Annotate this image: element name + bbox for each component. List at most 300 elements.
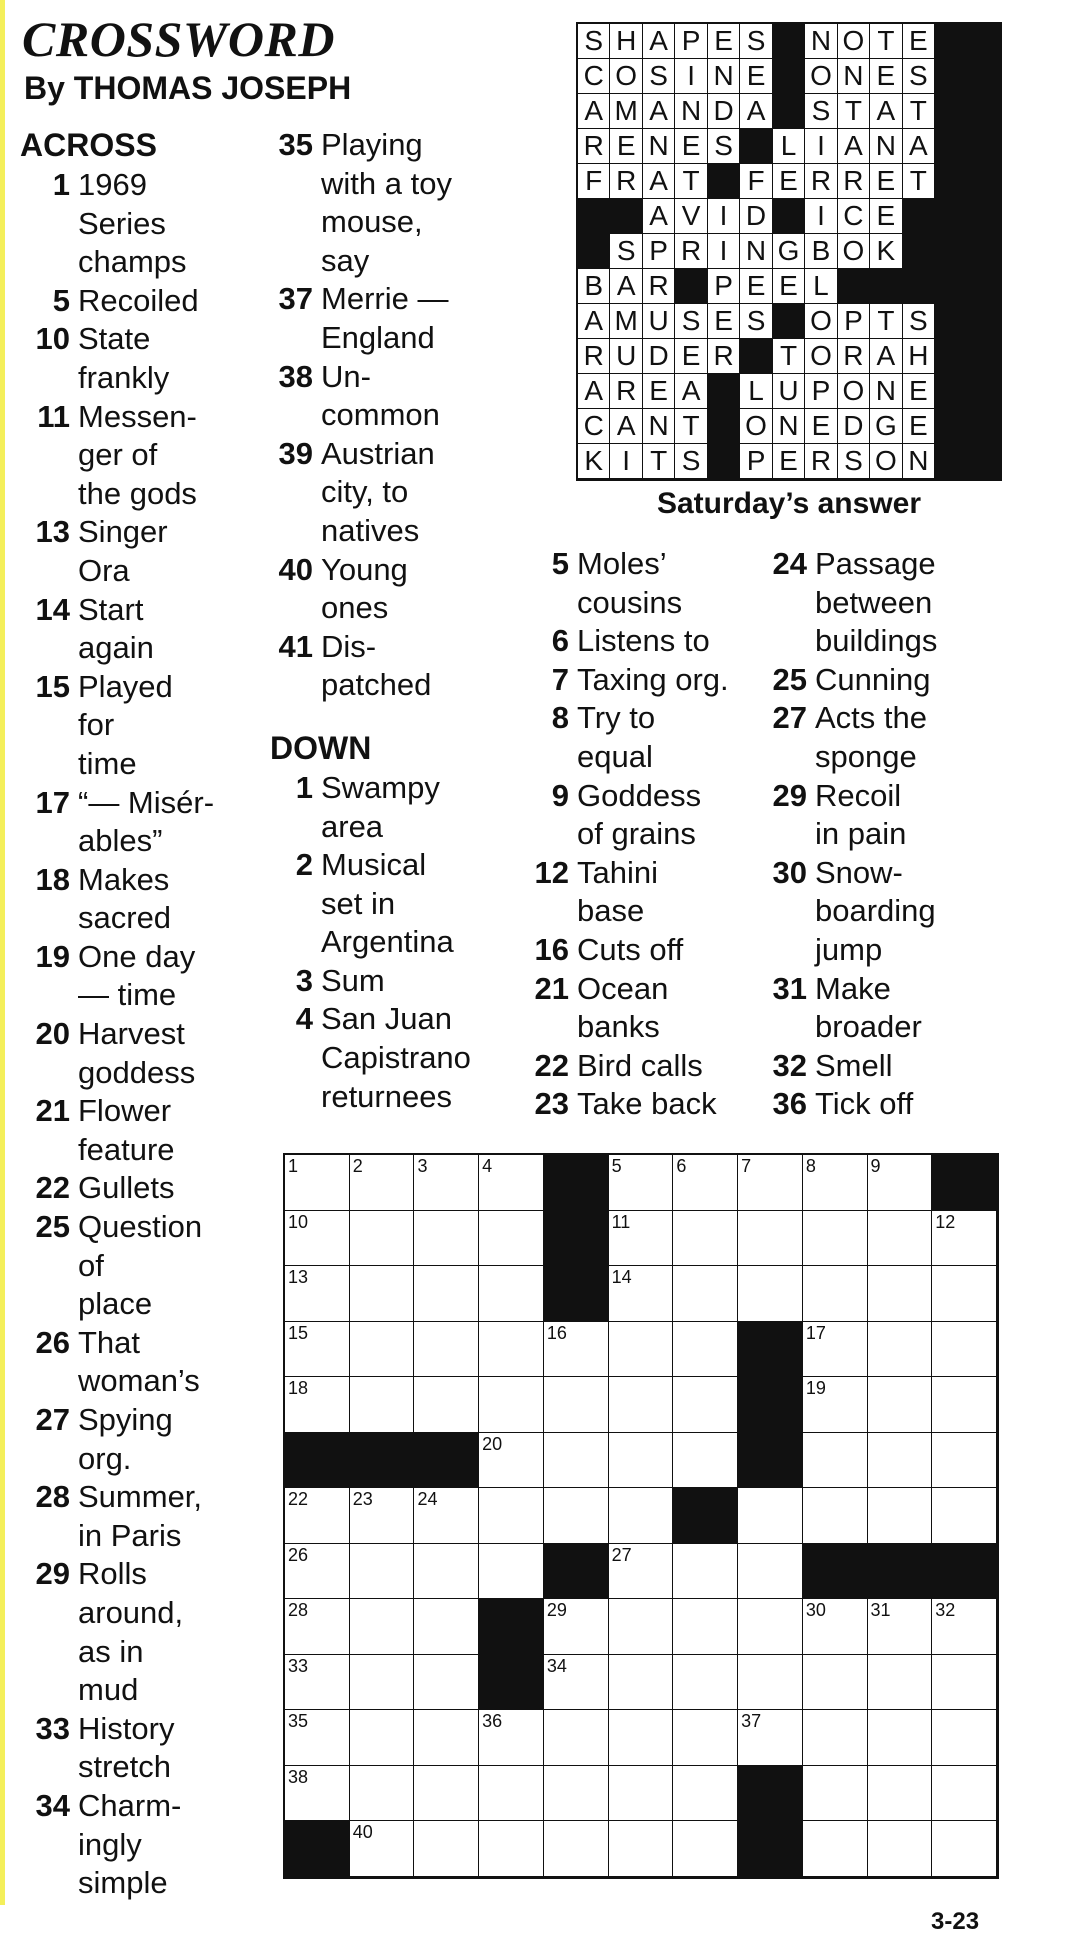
grid-cell[interactable] xyxy=(673,1655,738,1711)
answer-cell: O xyxy=(610,59,642,94)
clue-number: 25 xyxy=(772,661,807,697)
clue-text: Gullets xyxy=(78,1170,175,1206)
grid-cell[interactable] xyxy=(609,1599,674,1655)
grid-cell[interactable] xyxy=(932,1377,997,1433)
answer-block xyxy=(773,199,805,234)
clue-down-col2-9 xyxy=(525,777,767,854)
cell-number: 3 xyxy=(417,1156,428,1176)
grid-cell[interactable] xyxy=(350,1322,415,1378)
grid-cell[interactable] xyxy=(285,1710,350,1766)
date-code: 3-23 xyxy=(931,1908,980,1935)
grid-block xyxy=(803,1544,868,1600)
clue-text: Ocean banks xyxy=(577,970,669,1045)
clue-down-col2-12 xyxy=(525,854,767,931)
grid-cell[interactable] xyxy=(285,1377,350,1433)
grid-cell[interactable] xyxy=(350,1599,415,1655)
answer-cell: I xyxy=(708,199,740,234)
grid-cell[interactable] xyxy=(868,1710,933,1766)
clue-number: 23 xyxy=(534,1086,569,1122)
cell-number: 18 xyxy=(288,1378,309,1399)
answer-cell: P xyxy=(708,269,740,304)
clue-across-col1-10 xyxy=(20,320,268,397)
cell-number: 9 xyxy=(870,1156,881,1176)
clue-text: Make broader xyxy=(815,970,922,1045)
grid-cell[interactable] xyxy=(479,1322,544,1378)
cell-number: 15 xyxy=(288,1322,309,1343)
clue-text: Recoiled xyxy=(78,282,199,318)
grid-cell[interactable] xyxy=(609,1821,674,1877)
down-column-2 xyxy=(525,545,767,1124)
answer-block xyxy=(935,129,967,164)
clue-text: Summer, in Paris xyxy=(78,1479,203,1553)
clue-number: 18 xyxy=(35,861,70,897)
clue-text: Musical set in Argentina xyxy=(321,847,454,960)
grid-cell[interactable] xyxy=(803,1710,868,1766)
answer-block xyxy=(708,164,740,199)
clue-number: 27 xyxy=(772,700,807,736)
answer-cell: R xyxy=(578,339,610,374)
clue-text: Tick off xyxy=(815,1086,914,1122)
clue-number: 38 xyxy=(278,358,313,394)
answer-cell: I xyxy=(805,199,837,234)
grid-cell[interactable] xyxy=(673,1544,738,1600)
grid-cell[interactable] xyxy=(868,1766,933,1822)
grid-cell[interactable] xyxy=(285,1266,350,1322)
clue-text: That woman’s xyxy=(78,1324,200,1399)
grid-cell[interactable] xyxy=(479,1211,544,1267)
answer-cell: N xyxy=(805,24,837,59)
grid-cell[interactable] xyxy=(285,1599,350,1655)
grid-cell[interactable] xyxy=(414,1655,479,1711)
clue-text: Swampy area xyxy=(321,769,440,844)
answer-block xyxy=(740,339,772,374)
clue-text: Playing with a toy mouse, say xyxy=(321,127,452,278)
clue-down-col3-27 xyxy=(763,699,975,776)
clue-down-col2-5 xyxy=(525,545,767,622)
grid-cell[interactable] xyxy=(803,1599,868,1655)
answer-cell: A xyxy=(870,339,902,374)
grid-cell[interactable] xyxy=(738,1155,803,1211)
grid-cell[interactable] xyxy=(350,1710,415,1766)
answer-cell: E xyxy=(675,129,707,164)
answer-cell: H xyxy=(610,24,642,59)
grid-cell[interactable] xyxy=(803,1266,868,1322)
answer-block xyxy=(935,409,967,444)
clue-number: 1 xyxy=(295,769,313,805)
clue-text: History stretch xyxy=(78,1710,175,1785)
grid-cell[interactable] xyxy=(673,1377,738,1433)
clue-text: Young ones xyxy=(321,551,408,626)
grid-block xyxy=(285,1433,350,1489)
answer-cell: T xyxy=(870,24,902,59)
cell-number: 37 xyxy=(741,1711,762,1732)
grid-cell[interactable] xyxy=(609,1211,674,1267)
grid-cell[interactable] xyxy=(544,1488,609,1544)
cell-number: 24 xyxy=(417,1489,438,1510)
grid-cell[interactable] xyxy=(350,1488,415,1544)
grid-cell[interactable] xyxy=(932,1599,997,1655)
grid-cell[interactable] xyxy=(479,1488,544,1544)
answer-cell: T xyxy=(838,94,870,129)
grid-cell[interactable] xyxy=(932,1821,997,1877)
grid-cell[interactable] xyxy=(932,1322,997,1378)
clue-text: Passage between buildings xyxy=(815,546,938,659)
clue-across-col1-18 xyxy=(20,861,268,938)
answer-cell: A xyxy=(610,269,642,304)
cell-number: 36 xyxy=(482,1711,503,1732)
answer-cell: T xyxy=(903,94,935,129)
clue-across-col2-37 xyxy=(270,280,511,357)
grid-cell[interactable] xyxy=(350,1655,415,1711)
answer-block xyxy=(773,94,805,129)
clue-number: 5 xyxy=(52,282,70,318)
cell-number: 4 xyxy=(482,1156,493,1176)
answer-cell: A xyxy=(675,374,707,409)
grid-cell[interactable] xyxy=(673,1433,738,1489)
grid-cell[interactable] xyxy=(285,1322,350,1378)
grid-cell[interactable] xyxy=(738,1266,803,1322)
clue-number: 30 xyxy=(772,854,807,890)
grid-cell[interactable] xyxy=(673,1211,738,1267)
clue-across-col2-35 xyxy=(270,126,511,280)
answer-cell: M xyxy=(610,304,642,339)
grid-block xyxy=(738,1322,803,1378)
answer-cell: R xyxy=(805,444,837,479)
grid-cell[interactable] xyxy=(609,1266,674,1322)
clue-text: One day — time xyxy=(78,938,196,1013)
answer-block xyxy=(578,199,610,234)
clue-number: 25 xyxy=(35,1209,70,1245)
clue-number: 1 xyxy=(52,167,70,202)
cell-number: 22 xyxy=(288,1489,309,1510)
grid-cell[interactable] xyxy=(350,1155,415,1211)
grid-cell[interactable] xyxy=(609,1155,674,1211)
cell-number: 14 xyxy=(611,1267,632,1288)
grid-cell[interactable] xyxy=(803,1488,868,1544)
grid-cell[interactable] xyxy=(803,1322,868,1378)
grid-cell[interactable] xyxy=(544,1655,609,1711)
answer-block xyxy=(968,339,1000,374)
grid-cell[interactable] xyxy=(868,1266,933,1322)
grid-block xyxy=(932,1544,997,1600)
answer-cell: N xyxy=(675,94,707,129)
grid-cell[interactable] xyxy=(868,1322,933,1378)
grid-cell[interactable] xyxy=(738,1599,803,1655)
clue-number: 34 xyxy=(35,1787,70,1823)
grid-block xyxy=(544,1544,609,1600)
grid-cell[interactable] xyxy=(285,1155,350,1211)
clue-across-col1-20 xyxy=(20,1015,268,1092)
grid-cell[interactable] xyxy=(868,1433,933,1489)
grid-cell[interactable] xyxy=(932,1488,997,1544)
cell-number: 26 xyxy=(288,1544,309,1565)
grid-cell[interactable] xyxy=(803,1377,868,1433)
clue-across-col1-27 xyxy=(20,1401,268,1478)
clue-number: 7 xyxy=(551,661,569,697)
answer-cell: A xyxy=(870,94,902,129)
clue-text: Tahini base xyxy=(577,854,658,929)
answer-cell: D xyxy=(740,199,772,234)
grid-cell[interactable] xyxy=(544,1821,609,1877)
grid-cell[interactable] xyxy=(285,1655,350,1711)
answer-cell: H xyxy=(903,339,935,374)
answer-cell: B xyxy=(805,234,837,269)
grid-block xyxy=(738,1433,803,1489)
answer-cell: A xyxy=(578,94,610,129)
answer-cell: A xyxy=(643,94,675,129)
clue-down-col3-29 xyxy=(763,777,975,854)
answer-block xyxy=(935,94,967,129)
cell-number: 13 xyxy=(288,1267,309,1288)
clue-text: Smell xyxy=(815,1047,893,1083)
grid-cell[interactable] xyxy=(285,1766,350,1822)
grid-cell[interactable] xyxy=(350,1377,415,1433)
answer-cell: F xyxy=(740,164,772,199)
crossword-grid xyxy=(283,1153,999,1879)
answer-cell: N xyxy=(643,409,675,444)
answer-cell: F xyxy=(578,164,610,199)
grid-cell[interactable] xyxy=(285,1544,350,1600)
across-column-2 xyxy=(270,126,511,1116)
answer-block xyxy=(968,444,1000,479)
clue-text: Harvest goddess xyxy=(78,1016,196,1090)
answer-cell: R xyxy=(838,339,870,374)
grid-cell[interactable] xyxy=(609,1377,674,1433)
clue-across-col1-29 xyxy=(20,1555,268,1709)
grid-block xyxy=(350,1433,415,1489)
answer-block xyxy=(935,444,967,479)
clue-across-col1-11 xyxy=(20,398,268,514)
grid-cell[interactable] xyxy=(609,1488,674,1544)
grid-cell[interactable] xyxy=(479,1821,544,1877)
grid-cell[interactable] xyxy=(932,1433,997,1489)
grid-cell[interactable] xyxy=(868,1821,933,1877)
grid-cell[interactable] xyxy=(544,1710,609,1766)
answer-cell: B xyxy=(578,269,610,304)
clue-text: Austrian city, to natives xyxy=(321,435,435,548)
clue-across-col1-22 xyxy=(20,1169,268,1208)
grid-cell[interactable] xyxy=(414,1322,479,1378)
answer-cell: D xyxy=(643,339,675,374)
grid-cell[interactable] xyxy=(609,1322,674,1378)
grid-cell[interactable] xyxy=(803,1211,868,1267)
grid-cell[interactable] xyxy=(414,1599,479,1655)
grid-cell[interactable] xyxy=(544,1766,609,1822)
grid-block xyxy=(479,1599,544,1655)
grid-cell[interactable] xyxy=(479,1155,544,1211)
answer-block xyxy=(838,269,870,304)
grid-cell[interactable] xyxy=(414,1766,479,1822)
grid-cell[interactable] xyxy=(673,1322,738,1378)
clue-text: State frankly xyxy=(78,321,170,395)
clue-number: 5 xyxy=(551,546,569,581)
answer-cell: E xyxy=(643,374,675,409)
answer-block xyxy=(935,269,967,304)
clue-text: Bird calls xyxy=(577,1047,703,1083)
cell-number: 31 xyxy=(870,1600,891,1621)
clue-number: 33 xyxy=(35,1710,70,1746)
grid-cell[interactable] xyxy=(479,1433,544,1489)
grid-cell[interactable] xyxy=(803,1655,868,1711)
cell-number: 33 xyxy=(288,1655,309,1676)
cell-number: 10 xyxy=(288,1211,309,1232)
cell-number: 2 xyxy=(352,1156,363,1176)
answer-cell: R xyxy=(838,164,870,199)
grid-cell[interactable] xyxy=(932,1266,997,1322)
clue-across-col1-5 xyxy=(20,282,268,321)
answer-cell: A xyxy=(740,94,772,129)
grid-cell[interactable] xyxy=(479,1766,544,1822)
grid-cell[interactable] xyxy=(868,1211,933,1267)
grid-cell[interactable] xyxy=(673,1599,738,1655)
answer-block xyxy=(708,409,740,444)
grid-cell[interactable] xyxy=(738,1544,803,1600)
grid-cell[interactable] xyxy=(479,1266,544,1322)
clue-text: Moles’ cousins xyxy=(577,546,683,620)
cell-number: 7 xyxy=(741,1156,752,1176)
answer-block xyxy=(578,234,610,269)
grid-cell[interactable] xyxy=(544,1377,609,1433)
answer-cell: A xyxy=(578,374,610,409)
answer-block xyxy=(935,199,967,234)
clue-number: 11 xyxy=(37,398,70,434)
grid-cell[interactable] xyxy=(609,1655,674,1711)
byline: By THOMAS JOSEPH xyxy=(24,70,352,106)
grid-cell[interactable] xyxy=(673,1266,738,1322)
grid-cell[interactable] xyxy=(932,1211,997,1267)
grid-cell[interactable] xyxy=(738,1211,803,1267)
grid-block xyxy=(285,1821,350,1877)
grid-cell[interactable] xyxy=(803,1821,868,1877)
answer-cell: O xyxy=(805,339,837,374)
grid-cell[interactable] xyxy=(738,1655,803,1711)
grid-cell[interactable] xyxy=(479,1377,544,1433)
clue-number: 15 xyxy=(35,668,70,704)
grid-block xyxy=(673,1488,738,1544)
answer-cell: O xyxy=(805,304,837,339)
clue-text: Sum xyxy=(321,962,385,998)
grid-cell[interactable] xyxy=(868,1377,933,1433)
answer-block xyxy=(968,374,1000,409)
grid-cell[interactable] xyxy=(738,1710,803,1766)
clue-number: 17 xyxy=(35,784,70,820)
clue-text: Dis- patched xyxy=(321,628,432,703)
grid-cell[interactable] xyxy=(738,1488,803,1544)
answer-block xyxy=(935,304,967,339)
cell-number: 19 xyxy=(805,1378,826,1399)
grid-cell[interactable] xyxy=(868,1488,933,1544)
clue-across-col1-14 xyxy=(20,591,268,668)
grid-cell[interactable] xyxy=(414,1211,479,1267)
grid-cell[interactable] xyxy=(350,1266,415,1322)
grid-cell[interactable] xyxy=(544,1599,609,1655)
answer-cell: G xyxy=(870,409,902,444)
grid-cell[interactable] xyxy=(609,1544,674,1600)
grid-cell[interactable] xyxy=(414,1710,479,1766)
answer-cell: A xyxy=(643,164,675,199)
grid-cell[interactable] xyxy=(803,1155,868,1211)
answer-cell: L xyxy=(773,129,805,164)
grid-cell[interactable] xyxy=(544,1322,609,1378)
clue-number: 4 xyxy=(295,1001,313,1037)
grid-cell[interactable] xyxy=(350,1821,415,1877)
answer-cell: E xyxy=(773,269,805,304)
grid-cell[interactable] xyxy=(285,1488,350,1544)
answer-cell: N xyxy=(870,129,902,164)
answer-cell: R xyxy=(578,129,610,164)
answer-cell: P xyxy=(675,24,707,59)
grid-cell[interactable] xyxy=(932,1766,997,1822)
clue-number: 3 xyxy=(295,962,313,998)
answer-cell: S xyxy=(578,24,610,59)
grid-cell[interactable] xyxy=(673,1821,738,1877)
grid-cell[interactable] xyxy=(932,1710,997,1766)
answer-cell: E xyxy=(610,129,642,164)
grid-cell[interactable] xyxy=(414,1377,479,1433)
clue-across-col1-21 xyxy=(20,1092,268,1169)
clue-text: Recoil in pain xyxy=(815,777,907,852)
grid-cell[interactable] xyxy=(803,1766,868,1822)
answer-cell: I xyxy=(610,444,642,479)
grid-cell[interactable] xyxy=(414,1821,479,1877)
grid-cell[interactable] xyxy=(609,1710,674,1766)
clue-number: 19 xyxy=(35,938,70,974)
grid-cell[interactable] xyxy=(544,1433,609,1489)
grid-cell[interactable] xyxy=(414,1488,479,1544)
grid-cell[interactable] xyxy=(868,1155,933,1211)
answer-cell: E xyxy=(740,269,772,304)
clue-text: Cunning xyxy=(815,661,931,697)
grid-cell[interactable] xyxy=(673,1710,738,1766)
grid-cell[interactable] xyxy=(609,1766,674,1822)
grid-cell[interactable] xyxy=(479,1710,544,1766)
grid-cell[interactable] xyxy=(350,1211,415,1267)
clue-text: “— Misér- ables” xyxy=(78,784,215,859)
answer-block xyxy=(968,24,1000,59)
answer-cell: P xyxy=(805,374,837,409)
grid-cell[interactable] xyxy=(414,1155,479,1211)
grid-cell[interactable] xyxy=(932,1655,997,1711)
clue-down-col1-3 xyxy=(270,962,511,1001)
down-heading: DOWN xyxy=(270,729,372,766)
answer-block xyxy=(968,269,1000,304)
grid-cell[interactable] xyxy=(479,1544,544,1600)
cell-number: 34 xyxy=(546,1655,567,1676)
answer-cell: D xyxy=(838,409,870,444)
grid-cell[interactable] xyxy=(673,1155,738,1211)
grid-cell[interactable] xyxy=(868,1655,933,1711)
grid-cell[interactable] xyxy=(350,1766,415,1822)
grid-cell[interactable] xyxy=(414,1266,479,1322)
clue-across-col1-13 xyxy=(20,513,268,590)
grid-cell[interactable] xyxy=(285,1211,350,1267)
grid-cell[interactable] xyxy=(609,1433,674,1489)
grid-cell[interactable] xyxy=(803,1433,868,1489)
grid-cell[interactable] xyxy=(414,1544,479,1600)
answer-cell: N xyxy=(740,234,772,269)
clue-number: 20 xyxy=(35,1016,70,1052)
grid-block xyxy=(479,1655,544,1711)
clue-down-col2-8 xyxy=(525,699,767,776)
grid-cell[interactable] xyxy=(673,1766,738,1822)
grid-cell[interactable] xyxy=(350,1544,415,1600)
answer-block xyxy=(708,374,740,409)
answer-caption: Saturday’s answer xyxy=(656,487,921,520)
clue-text: Merrie — England xyxy=(321,281,449,355)
answer-cell: A xyxy=(643,199,675,234)
grid-cell[interactable] xyxy=(868,1599,933,1655)
answer-block xyxy=(935,24,967,59)
